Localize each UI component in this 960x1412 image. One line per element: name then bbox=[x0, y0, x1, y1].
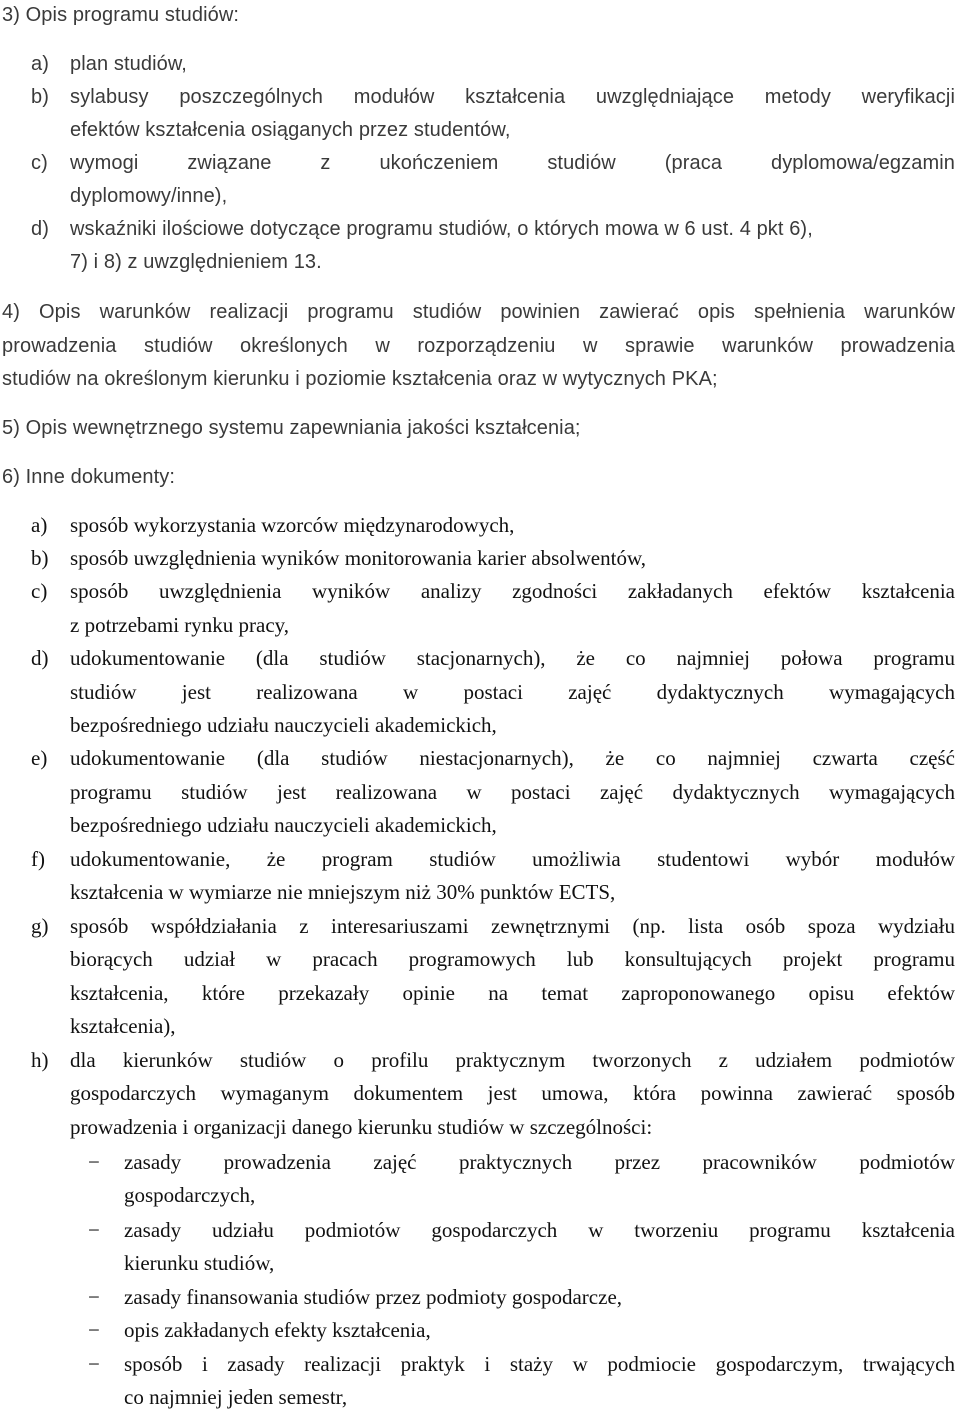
list-item-text: prowadzenia i organizacji danego kierunku studiów w szczególności: bbox=[70, 1115, 653, 1139]
list-item-text: z potrzebami rynku pracy, bbox=[70, 613, 290, 637]
list-item-text: studiów jest realizowana w postaci zajęć dydaktycznych wymagających bbox=[70, 680, 955, 704]
dash-marker: − bbox=[88, 1218, 100, 1242]
paragraph-line: 4) Opis warunków realizacji programu studiów powinien zawierać opis spełnienia warunków bbox=[2, 301, 955, 323]
list-item-text: udokumentowanie (dla studiów stacjonarnych), że co najmniej połowa programu bbox=[70, 646, 955, 670]
list-marker: h) bbox=[31, 1048, 49, 1072]
dash-marker: − bbox=[88, 1352, 100, 1376]
dash-marker: − bbox=[88, 1285, 100, 1309]
list-item-text: efektów kształcenia osiąganych przez studentów, bbox=[70, 119, 511, 141]
list-item-text: udokumentowanie, że program studiów umożliwia studentowi wybór modułów bbox=[70, 847, 955, 871]
list-marker: d) bbox=[31, 646, 49, 670]
list-item-text: plan studiów, bbox=[70, 53, 187, 75]
list-item-text: wskaźniki ilościowe dotyczące programu studiów, o których mowa w 6 ust. 4 pkt 6), bbox=[70, 218, 813, 240]
list-item-text: programu studiów jest realizowana w postaci zajęć dydaktycznych wymagających bbox=[70, 780, 955, 804]
list-item-text: bezpośredniego udziału nauczycieli akademickich, bbox=[70, 713, 497, 737]
subitem-text: sposób i zasady realizacji praktyk i staży w podmiocie gospodarczym, trwających bbox=[124, 1352, 955, 1376]
section-6-heading: 6) Inne dokumenty: bbox=[2, 466, 176, 488]
list-marker: a) bbox=[31, 53, 49, 75]
list-item-text: kształcenia), bbox=[70, 1014, 176, 1038]
subitem-text: kierunku studiów, bbox=[124, 1251, 275, 1275]
list-item-text: sposób uwzględnienia wyników analizy zgodności zakładanych efektów kształcenia bbox=[70, 579, 955, 603]
paragraph-line: studiów na określonym kierunku i poziomie kształcenia oraz w wytycznych PKA; bbox=[2, 368, 718, 390]
subitem-text: gospodarczych, bbox=[124, 1183, 256, 1207]
subitem-text: co najmniej jeden semestr, bbox=[124, 1385, 348, 1409]
list-item-text: kształcenia w wymiarze nie mniejszym niż 30% punktów ECTS, bbox=[70, 880, 616, 904]
list-marker: d) bbox=[31, 218, 49, 240]
list-marker: e) bbox=[31, 746, 48, 770]
list-item-text: sposób współdziałania z interesariuszami zewnętrznymi (np. lista osób spoza wydziału bbox=[70, 914, 955, 938]
list-item-text: udokumentowanie (dla studiów niestacjonarnych), że co najmniej czwarta część bbox=[70, 746, 955, 770]
list-item-text: dyplomowy/inne), bbox=[70, 185, 228, 207]
list-item-text: 7) i 8) z uwzględnieniem 13. bbox=[70, 251, 322, 273]
list-item-text: biorących udział w pracach programowych lub konsultujących projekt programu bbox=[70, 947, 955, 971]
section-5: 5) Opis wewnętrznego systemu zapewniania jakości kształcenia; bbox=[2, 417, 581, 439]
subitem-text: zasady udziału podmiotów gospodarczych w tworzeniu programu kształcenia bbox=[124, 1218, 955, 1242]
list-marker: a) bbox=[31, 513, 48, 537]
list-item-text: wymogi związane z ukończeniem studiów (praca dyplomowa/egzamin bbox=[70, 152, 955, 174]
list-marker: f) bbox=[31, 847, 45, 871]
list-marker: b) bbox=[31, 546, 49, 570]
list-marker: g) bbox=[31, 914, 49, 938]
subitem-text: zasady finansowania studiów przez podmioty gospodarcze, bbox=[124, 1285, 623, 1309]
list-item-text: sylabusy poszczególnych modułów kształcenia uwzględniające metody weryfikacji bbox=[70, 86, 955, 108]
dash-marker: − bbox=[88, 1150, 100, 1174]
list-marker: c) bbox=[31, 579, 48, 603]
list-marker: c) bbox=[31, 152, 48, 174]
dash-marker: − bbox=[88, 1318, 100, 1342]
list-marker: b) bbox=[31, 86, 49, 108]
subitem-text: zasady prowadzenia zajęć praktycznych przez pracowników podmiotów bbox=[124, 1150, 955, 1174]
list-item-text: bezpośredniego udziału nauczycieli akademickich, bbox=[70, 813, 497, 837]
paragraph-line: prowadzenia studiów określonych w rozporządzeniu w sprawie warunków prowadzenia bbox=[2, 335, 955, 357]
list-item-text: sposób uwzględnienia wyników monitorowania karier absolwentów, bbox=[70, 546, 647, 570]
list-item-text: gospodarczych wymaganym dokumentem jest umowa, która powinna zawierać sposób bbox=[70, 1081, 955, 1105]
list-item-text: sposób wykorzystania wzorców międzynarodowych, bbox=[70, 513, 515, 537]
list-item-text: kształcenia, które przekazały opinie na temat zaproponowanego opisu efektów bbox=[70, 981, 955, 1005]
list-item-text: dla kierunków studiów o profilu praktycznym tworzonych z udziałem podmiotów bbox=[70, 1048, 955, 1072]
section-3-heading: 3) Opis programu studiów: bbox=[2, 4, 240, 26]
subitem-text: opis zakładanych efekty kształcenia, bbox=[124, 1318, 431, 1342]
